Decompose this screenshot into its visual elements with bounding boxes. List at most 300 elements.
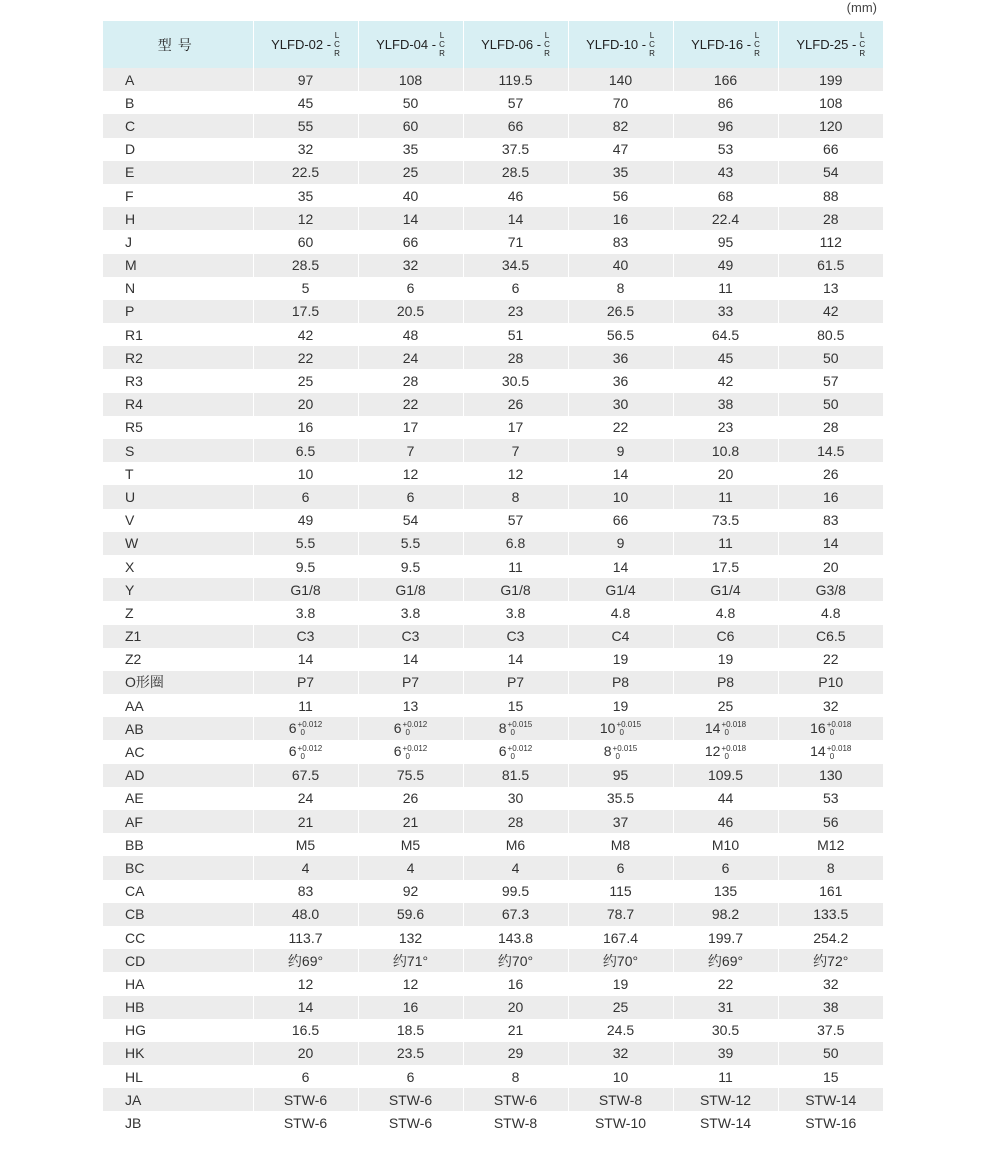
table-cell (253, 926, 358, 949)
cell-value: 18.5 (396, 1022, 425, 1039)
cell-value: 70 (612, 94, 629, 111)
row-label: CA (103, 880, 253, 903)
cell-value: 130 (819, 767, 843, 784)
table-cell (778, 254, 883, 277)
cell-value: 34.5 (501, 257, 530, 274)
cell-value: M12 (817, 836, 845, 853)
tolerance (721, 745, 746, 761)
table-cell (778, 1019, 883, 1042)
cell-value: 11 (718, 488, 733, 505)
cell-value: 82 (612, 117, 629, 134)
tolerance (298, 745, 323, 761)
table-cell (673, 300, 778, 323)
table-cell (568, 254, 673, 277)
table-row (103, 369, 883, 392)
table-cell (568, 68, 673, 91)
model-suffix: C (334, 40, 340, 49)
cell-value: 42 (822, 303, 839, 320)
table-cell (568, 346, 673, 369)
table-row (103, 161, 883, 184)
table-cell (358, 462, 463, 485)
table-cell (568, 393, 673, 416)
row-label: D (103, 138, 253, 161)
table-cell (358, 369, 463, 392)
table-cell (253, 1088, 358, 1111)
cell-value: 199 (819, 71, 843, 88)
table-cell (358, 254, 463, 277)
row-label: Z1 (103, 625, 253, 648)
table-cell (568, 114, 673, 137)
cell-value: 14 (297, 651, 314, 668)
cell-value: 14 (507, 210, 524, 227)
cell-value: 约69° (707, 952, 744, 969)
row-label: C (103, 114, 253, 137)
table-cell (358, 509, 463, 532)
model-suffix: C (649, 40, 655, 49)
table-row (103, 68, 883, 91)
table-cell (673, 114, 778, 137)
cell-value: 21 (402, 813, 419, 830)
model-name: YLFD-10 - (586, 37, 647, 52)
table-cell (463, 601, 568, 624)
table-cell (673, 856, 778, 879)
cell-value: 17 (402, 419, 419, 436)
row-label: R4 (103, 393, 253, 416)
tolerance-upper: +0.018 (721, 743, 747, 753)
model-suffix: R (544, 49, 550, 58)
cell-value: 5.5 (400, 535, 421, 552)
model-name: YLFD-02 - (271, 37, 332, 52)
cell-value: 40 (402, 187, 419, 204)
cell-value: 26 (822, 465, 839, 482)
cell-value: 3.8 (295, 604, 316, 621)
cell-value: 28 (402, 373, 419, 390)
table-cell (358, 764, 463, 787)
table-cell (253, 555, 358, 578)
tolerance (508, 745, 533, 761)
cell-value: 56 (612, 187, 629, 204)
table-cell (253, 1111, 358, 1134)
table-cell (673, 485, 778, 508)
table-cell (463, 161, 568, 184)
table-cell (253, 717, 358, 740)
model-name: YLFD-16 - (691, 37, 752, 52)
cell-value: STW-6 (388, 1115, 433, 1132)
table-row (103, 972, 883, 995)
cell-value: 28.5 (501, 164, 530, 181)
model-column-header (253, 21, 358, 68)
cell-value: 6 (616, 859, 625, 876)
cell-value: STW-16 (805, 1115, 857, 1132)
cell-value: STW-14 (699, 1115, 752, 1132)
cell-value: 7 (511, 442, 520, 459)
cell-value: 14 (612, 465, 629, 482)
row-label: HK (103, 1042, 253, 1065)
table-row (103, 254, 883, 277)
table-cell (358, 625, 463, 648)
cell-value: 19 (612, 697, 629, 714)
tolerance-upper: +0.015 (616, 720, 642, 730)
table-row (103, 207, 883, 230)
cell-value: 6 (393, 743, 402, 760)
table-cell (568, 625, 673, 648)
model-name: YLFD-06 - (481, 37, 542, 52)
cell-value: 17.5 (711, 558, 740, 575)
cell-value: STW-10 (594, 1115, 647, 1132)
table-cell (673, 810, 778, 833)
table-cell (568, 717, 673, 740)
table-cell (253, 648, 358, 671)
unit-label: (mm) (846, 0, 877, 15)
table-cell (568, 671, 673, 694)
table-cell (568, 323, 673, 346)
table-cell (568, 880, 673, 903)
cell-value: 17.5 (291, 303, 320, 320)
cell-value: 16 (810, 720, 826, 737)
table-cell (358, 485, 463, 508)
table-row (103, 91, 883, 114)
cell-value: 109.5 (707, 767, 744, 784)
cell-value: 60 (402, 117, 419, 134)
table-row (103, 300, 883, 323)
table-cell (568, 439, 673, 462)
table-row (103, 184, 883, 207)
table-cell (358, 903, 463, 926)
table-row (103, 462, 883, 485)
table-cell (568, 903, 673, 926)
cell-value: 167.4 (602, 929, 639, 946)
cell-value: 99.5 (501, 883, 530, 900)
table-row (103, 346, 883, 369)
table-cell (673, 184, 778, 207)
table-cell (778, 996, 883, 1019)
cell-value: 66 (822, 141, 839, 158)
cell-value: 66 (507, 117, 524, 134)
cell-value: 22.5 (291, 164, 320, 181)
cell-value: 32 (822, 975, 839, 992)
cell-value: 67.5 (291, 767, 320, 784)
table-cell (358, 114, 463, 137)
cell-value: G1/4 (710, 581, 741, 598)
row-label: U (103, 485, 253, 508)
cell-value: 50 (822, 1045, 839, 1062)
cell-value: 3.8 (400, 604, 421, 621)
cell-value: 37 (612, 813, 629, 830)
table-cell (358, 184, 463, 207)
cell-value: 108 (398, 71, 423, 88)
cell-value: C6.5 (815, 628, 846, 645)
cell-value: 6 (288, 720, 297, 737)
model-suffix: C (544, 40, 550, 49)
table-cell (778, 1065, 883, 1088)
cell-value: STW-8 (493, 1115, 538, 1132)
table-cell (463, 346, 568, 369)
row-label: R1 (103, 323, 253, 346)
table-row (103, 555, 883, 578)
table-cell (253, 300, 358, 323)
cell-value: 24 (402, 349, 419, 366)
tolerance (616, 721, 641, 737)
cell-value: 14 (822, 535, 839, 552)
model-column-header (673, 21, 778, 68)
table-row (103, 1042, 883, 1065)
table-cell (253, 1042, 358, 1065)
cell-value: 14 (402, 651, 419, 668)
cell-value: 约71° (392, 952, 429, 969)
cell-value: 28 (822, 210, 839, 227)
table-cell (463, 1111, 568, 1134)
model-suffix-options (334, 31, 340, 58)
table-cell (673, 555, 778, 578)
row-label: BC (103, 856, 253, 879)
table-cell (253, 671, 358, 694)
table-cell (673, 601, 778, 624)
table-cell (358, 996, 463, 1019)
row-label: AD (103, 764, 253, 787)
table-cell (463, 439, 568, 462)
cell-value: 20 (822, 558, 839, 575)
cell-value: 86 (717, 94, 734, 111)
tolerance-upper: +0.018 (721, 720, 747, 730)
cell-value: 22 (402, 396, 419, 413)
table-row (103, 439, 883, 462)
cell-value: 6 (406, 488, 415, 505)
table-cell (778, 833, 883, 856)
table-cell (463, 694, 568, 717)
cell-value: P7 (506, 674, 525, 691)
table-cell (568, 740, 673, 763)
row-label: F (103, 184, 253, 207)
table-cell (778, 462, 883, 485)
cell-value: 28.5 (291, 257, 320, 274)
model-suffix-options (859, 31, 865, 58)
table-cell (358, 346, 463, 369)
cell-value: 57 (507, 94, 524, 111)
cell-value: P8 (611, 674, 630, 691)
tolerance-lower: 0 (724, 751, 729, 761)
table-cell (568, 184, 673, 207)
table-cell (463, 462, 568, 485)
row-label: W (103, 532, 253, 555)
cell-value: 7 (406, 442, 415, 459)
table-cell (253, 207, 358, 230)
table-cell (673, 138, 778, 161)
cell-value: G1/4 (605, 581, 636, 598)
row-label: JB (103, 1111, 253, 1134)
table-cell (673, 648, 778, 671)
cell-value: 14 (612, 558, 629, 575)
tolerance-upper: +0.012 (297, 720, 323, 730)
table-cell (673, 346, 778, 369)
table-cell (673, 161, 778, 184)
row-label: Z2 (103, 648, 253, 671)
tolerance (613, 745, 638, 761)
table-cell (568, 833, 673, 856)
cell-value: 3.8 (505, 604, 526, 621)
row-label: R5 (103, 416, 253, 439)
table-cell (463, 1019, 568, 1042)
cell-value: 132 (398, 929, 423, 946)
model-suffix-options (439, 31, 445, 58)
cell-value: 12 (402, 975, 419, 992)
table-cell (358, 648, 463, 671)
cell-value: 51 (507, 326, 524, 343)
cell-value: 15 (507, 697, 524, 714)
cell-value: 19 (612, 651, 629, 668)
cell-value: STW-6 (283, 1091, 328, 1108)
row-label: P (103, 300, 253, 323)
table-row (103, 903, 883, 926)
table-cell (778, 277, 883, 300)
table-cell (778, 91, 883, 114)
cell-value: 108 (819, 94, 843, 111)
cell-value: 40 (612, 257, 629, 274)
table-cell (778, 532, 883, 555)
table-cell (568, 485, 673, 508)
table-cell (358, 856, 463, 879)
cell-value: 78.7 (606, 906, 635, 923)
model-column-header (778, 21, 883, 68)
table-cell (673, 717, 778, 740)
table-cell (358, 1111, 463, 1134)
cell-value: 23 (717, 419, 734, 436)
table-cell (568, 277, 673, 300)
table-cell (253, 856, 358, 879)
model-suffix-options (544, 31, 550, 58)
cell-value: 22 (822, 651, 839, 668)
table-cell (463, 717, 568, 740)
table-cell (253, 138, 358, 161)
table-cell (253, 996, 358, 1019)
cell-value: 30 (612, 396, 629, 413)
table-cell (568, 369, 673, 392)
cell-value: 19 (717, 651, 734, 668)
table-cell (778, 787, 883, 810)
table-cell (253, 439, 358, 462)
model-suffix: L (439, 31, 445, 40)
tolerance-upper: +0.012 (297, 743, 323, 753)
table-cell (673, 949, 778, 972)
row-label: R3 (103, 369, 253, 392)
cell-value: 95 (717, 233, 734, 250)
row-label: AB (103, 717, 253, 740)
table-cell (358, 1065, 463, 1088)
table-cell (673, 323, 778, 346)
table-cell (778, 1042, 883, 1065)
table-cell (673, 1019, 778, 1042)
cell-value: 15 (822, 1068, 839, 1085)
cell-value: C3 (296, 628, 315, 645)
table-cell (358, 578, 463, 601)
table-cell (463, 1088, 568, 1111)
row-label: A (103, 68, 253, 91)
table-cell (463, 300, 568, 323)
model-name: YLFD-04 - (376, 37, 437, 52)
table-cell (463, 740, 568, 763)
tolerance-lower: 0 (405, 728, 410, 738)
cell-value: M8 (610, 836, 631, 853)
table-cell (253, 230, 358, 253)
table-cell (463, 833, 568, 856)
table-cell (778, 810, 883, 833)
table-cell (778, 555, 883, 578)
cell-value: 22 (717, 975, 734, 992)
table-cell (778, 114, 883, 137)
cell-value: 56 (822, 813, 839, 830)
table-row (103, 996, 883, 1019)
cell-value: 32 (612, 1045, 629, 1062)
table-cell (568, 91, 673, 114)
table-cell (463, 393, 568, 416)
cell-value: 97 (297, 71, 314, 88)
cell-value: 42 (717, 373, 734, 390)
table-cell (463, 880, 568, 903)
cell-value: M10 (711, 836, 740, 853)
cell-value: 8 (603, 743, 612, 760)
table-cell (673, 833, 778, 856)
table-cell (253, 184, 358, 207)
table-row (103, 532, 883, 555)
table-cell (358, 323, 463, 346)
cell-value: 4 (406, 859, 415, 876)
tolerance (827, 721, 852, 737)
table-cell (358, 532, 463, 555)
table-cell (463, 184, 568, 207)
table-cell (778, 856, 883, 879)
cell-value: 49 (297, 512, 314, 529)
cell-value: 46 (717, 813, 734, 830)
table-cell (463, 555, 568, 578)
table-cell (253, 369, 358, 392)
cell-value: 16.5 (291, 1022, 320, 1039)
cell-value: 64.5 (711, 326, 740, 343)
table-row (103, 323, 883, 346)
table-cell (673, 1088, 778, 1111)
cell-value: 5 (301, 280, 310, 297)
table-cell (673, 1042, 778, 1065)
table-row (103, 625, 883, 648)
table-cell (778, 740, 883, 763)
table-cell (568, 787, 673, 810)
cell-value: 43 (717, 164, 734, 181)
cell-value: 83 (297, 883, 314, 900)
cell-value: 38 (717, 396, 734, 413)
model-suffix: R (334, 49, 340, 58)
table-row (103, 1088, 883, 1111)
table-cell (568, 810, 673, 833)
table-cell (673, 68, 778, 91)
table-cell (253, 277, 358, 300)
tolerance-lower: 0 (300, 728, 305, 738)
table-row (103, 485, 883, 508)
cell-value: STW-6 (388, 1091, 433, 1108)
cell-value: 73.5 (711, 512, 740, 529)
table-cell (463, 1065, 568, 1088)
cell-value: 约72° (813, 952, 849, 969)
cell-value: M6 (505, 836, 526, 853)
model-suffix: L (334, 31, 340, 40)
table-row (103, 740, 883, 763)
table-cell (253, 903, 358, 926)
table-cell (673, 972, 778, 995)
cell-value: 约70° (602, 952, 639, 969)
cell-value: 115 (609, 883, 632, 900)
row-label: H (103, 207, 253, 230)
cell-value: 20 (297, 396, 314, 413)
table-cell (778, 926, 883, 949)
cell-value: C4 (611, 628, 630, 645)
table-cell (358, 1088, 463, 1111)
